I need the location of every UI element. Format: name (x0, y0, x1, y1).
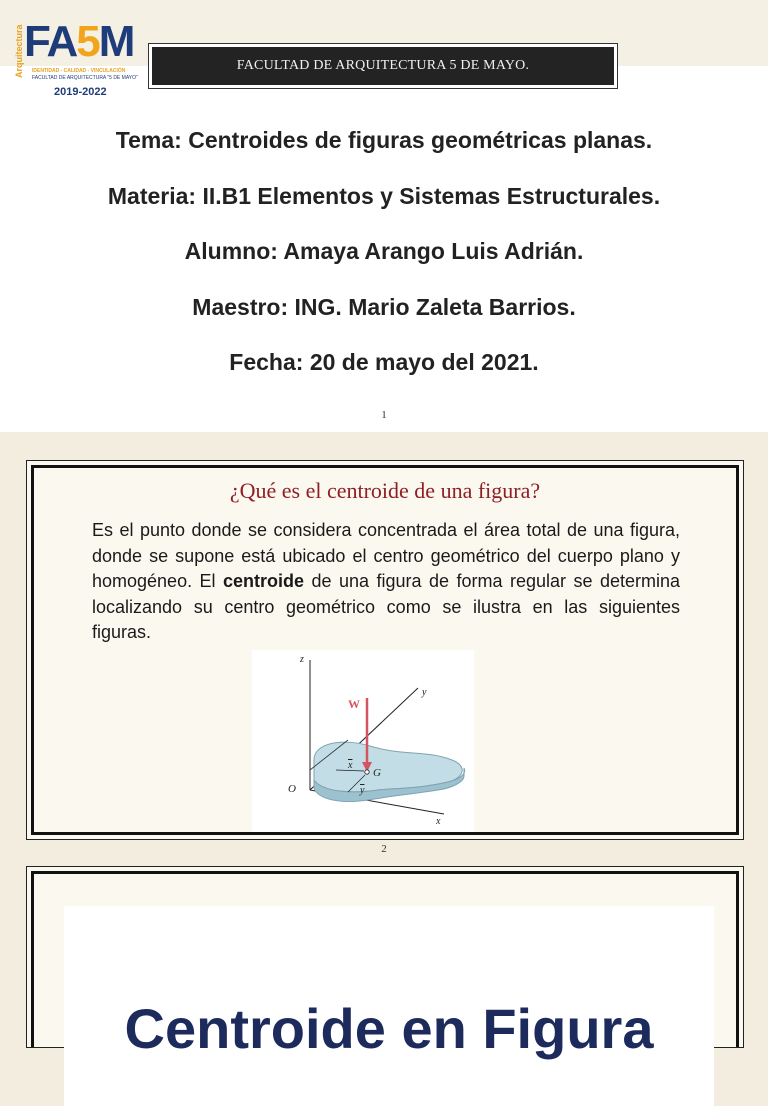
logo-subline: FACULTAD DE ARQUITECTURA "5 DE MAYO" (32, 75, 138, 81)
label-w: W (348, 697, 360, 711)
logo-five: 5 (76, 17, 99, 66)
page-number-2: 2 (381, 843, 387, 855)
logo-fa: FA (24, 17, 77, 66)
slide-1 (0, 0, 768, 432)
tema-line: Tema: Centroides de figuras geométricas planas. (115, 127, 653, 153)
slide-3 (26, 866, 744, 1060)
label-z: z (300, 654, 304, 665)
label-x: x (436, 816, 441, 827)
label-y: y (422, 687, 427, 698)
centroid-diagram (252, 650, 474, 832)
slide-3-panel (64, 906, 714, 1106)
centroid-point (365, 770, 369, 774)
logo-tagline: IDENTIDAD - CALIDAD - VINCULACIÓN (32, 68, 126, 74)
page-number-1: 1 (381, 409, 387, 421)
label-o: O (288, 783, 296, 795)
centroid-figure (252, 650, 474, 832)
fa5m-logo (10, 14, 150, 104)
label-g: G (373, 767, 381, 779)
body-bold-centroide: centroide (223, 571, 305, 592)
slide-2-frame (31, 465, 739, 835)
logo-m: M (98, 17, 134, 66)
body-text-start: Es el punto donde se considera concentrada el área total de una figura, donde se supone está ubicado el centro geométrico del cuerpo plano y homogéneo. El (92, 520, 680, 592)
label-xbar: x (348, 760, 353, 771)
logo-years: 2019-2022 (54, 86, 107, 98)
label-ybar: y (360, 785, 365, 796)
faculty-banner (148, 43, 618, 89)
faculty-banner-text: FACULTAD DE ARQUITECTURA 5 DE MAYO. (152, 47, 614, 85)
slide-2-body (92, 518, 680, 646)
slide-2-title: ¿Qué es el centroide de una figura? (229, 478, 541, 503)
maestro-line: Maestro: ING. Mario Zaleta Barrios. (192, 294, 576, 320)
materia-line: Materia: II.B1 Elementos y Sistemas Estructurales. (107, 183, 661, 209)
slide-2 (26, 460, 744, 840)
slide-3-frame (31, 871, 739, 1060)
body-text-end: de una figura de forma regular se determina localizando su centro geométrico como se ilustra en las siguientes figuras. (92, 571, 681, 643)
slide-3-title: Centroide en Figura (124, 997, 654, 1060)
alumno-line: Alumno: Amaya Arango Luis Adrián. (184, 238, 584, 264)
fecha-line: Fecha: 20 de mayo del 2021. (229, 349, 539, 375)
logo-wordmark (24, 17, 134, 66)
logo-side-text: Arquitectura (14, 24, 24, 78)
